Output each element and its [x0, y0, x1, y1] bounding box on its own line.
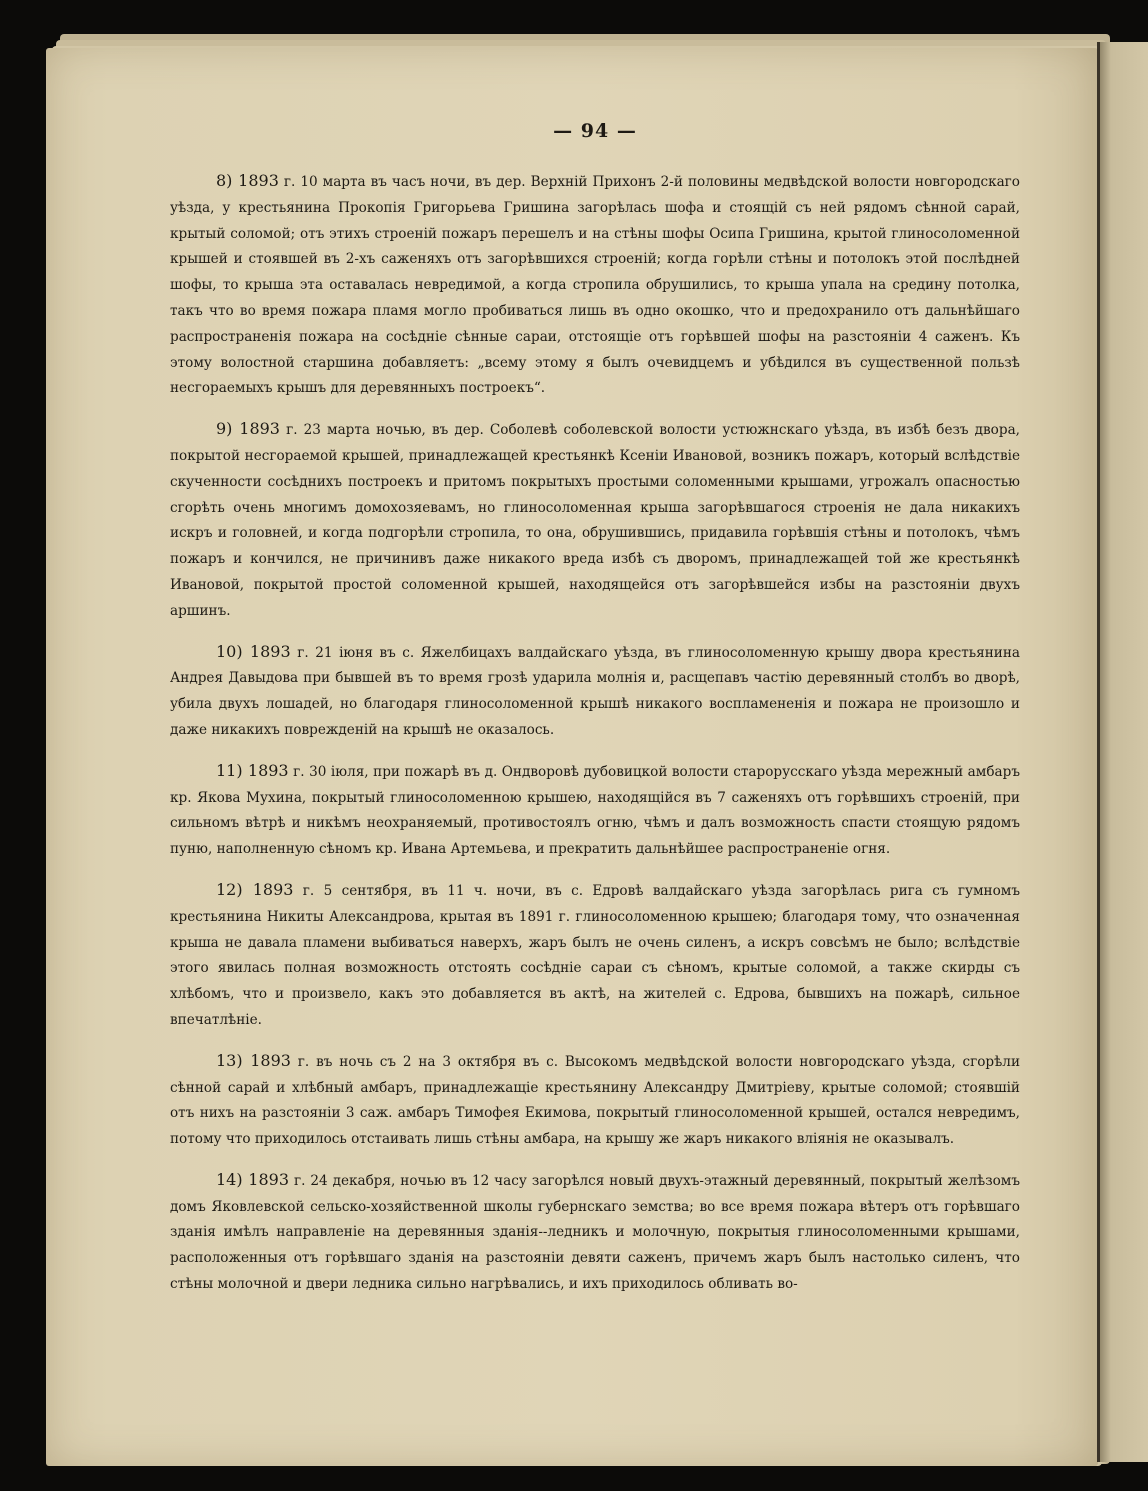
adjacent-page	[1099, 42, 1148, 1462]
paragraph-text: г. въ ночь съ 2 на 3 октября въ с. Высокомъ медвѣдской волости новгородскаго уѣзда, сгорѣли сѣнной сарай и хлѣбный амбаръ, принадлежащіе крестьянину Александру Дмитріеву, крытые соломой; стоявшій отъ нихъ на разстояніи 3 саж. амбаръ Тимофея Екимова, покрытый глиносоломенной крышей, остался невредимъ, потому что приходилось отстаивать лишь стѣны амбара, на крышу же жаръ никакого вліянія не оказывалъ.	[170, 1053, 1021, 1148]
paragraph-number: 8) 1893	[216, 171, 279, 190]
paragraph-number: 12) 1893	[216, 879, 294, 899]
paragraph-9	[170, 416, 1020, 624]
page-gutter	[1097, 42, 1100, 1462]
paragraph-12	[170, 877, 1020, 1034]
paragraph-text: г. 21 іюня въ с. Яжелбицахъ валдайскаго уѣзда, въ глиносоломенную крышу двора крестьянина Андрея Давыдова при бывшей въ то время грозѣ ударила молнія и, расщепавъ частію деревянный столбъ во дворѣ, убила двухъ лошадей, но благодаря глиносоломенной крышѣ никакого воспламененія и пожара не произошло и даже никакихъ поврежденій на крышѣ не оказалось.	[170, 644, 1020, 738]
paragraph-text: г. 24 декабря, ночью въ 12 часу загорѣлся новый двухъ-этажный деревянный, покрытый желѣзомъ домъ Яковлевской сельско-хозяйственной школы губернскаго земства; во все время пожара вѣтеръ отъ горѣвшаго зданія имѣлъ направленіе на деревянныя зданія--ледникъ и молочную, покрытыя глиносоломенными крышами, расположенныя отъ горѣвшаго зданія на разстояніи девяти саженъ, причемъ жаръ былъ настолько силенъ, что стѣны молочной и двери ледника сильно нагрѣвались, и ихъ приходилось обливать во-	[170, 1172, 1021, 1293]
paragraph-text: г. 5 сентября, въ 11 ч. ночи, въ с. Едровѣ валдайскаго уѣзда загорѣлась рига съ гумномъ крестьянина Никиты Александрова, крытая въ 1891 г. глиносоломенною крышею; благодаря тому, что означенная крыша не давала пламени выбиваться наверхъ, жаръ былъ не очень силенъ, а искръ совсѣмъ не было; вслѣдствіе этого явилась полная возможность отстоять сосѣдніе сараи съ сѣномъ, крытые соломой, а также скирды съ хлѣбомъ, что и произвело, какъ это добавляется въ актѣ, на жителей с. Едрова, бывшихъ на пожарѣ, сильное впечатлѣніе.	[170, 882, 1021, 1028]
paragraph-13	[170, 1048, 1020, 1153]
paragraph-number: 13) 1893	[216, 1050, 291, 1070]
paragraph-number: 11) 1893	[216, 760, 289, 780]
paragraph-text: г. 23 марта ночью, въ дер. Соболевѣ соболевской волости устюжнскаго уѣзда, въ избѣ безъ двора, покрытой несгораемой крышей, принадлежащей крестьянкѣ Ксеніи Ивановой, возникъ пожаръ, который вслѣдствіе скученности сосѣднихъ построекъ и притомъ покрытыхъ простыми соломенными крышами, угрожалъ опасностью сгорѣть очень многимъ домохозяевамъ, но глиносоломенная крыша загорѣвшагося строенія не дала никакихъ искръ и головней, и когда подгорѣли стропила, то она, обрушившись, придавила горѣвшія стѣны и потолокъ, чѣмъ пожаръ и кончился, не причинивъ даже никакого вреда избѣ съ дворомъ, принадлежащей той же крестьянкѣ Ивановой, покрытой простой соломенной крышей, находящейся отъ загорѣвшейся избы на разстояніи двухъ аршинъ.	[170, 422, 1020, 619]
page-number: — 94 —	[553, 120, 637, 142]
paragraph-8	[170, 168, 1020, 402]
paragraph-number: 10) 1893	[216, 641, 291, 661]
paragraph-14	[170, 1167, 1020, 1298]
paragraph-text: г. 30 іюля, при пожарѣ въ д. Ондворовѣ дубовицкой волости старорусскаго уѣзда мережный амбаръ кр. Якова Мухина, покрытый глиносоломенною крышею, находящійся въ 7 саженяхъ отъ горѣвшихъ строеній, при сильномъ вѣтрѣ и никѣмъ неохраняемый, противостоялъ огню, чѣмъ и далъ возможность спасти стоящую рядомъ пуню, наполненную сѣномъ кр. Ивана Артемьева, и прекратить дальнѣйшее распространеніе огня.	[170, 763, 1020, 858]
paragraph-text: г. 10 марта въ часъ ночи, въ дер. Верхній Прихонъ 2-й половины медвѣдской волости новгородскаго уѣзда, у крестьянина Прокопія Григорьева Гришина загорѣлась шофа и стоящій съ ней рядомъ сѣнной сарай, крытый соломой; отъ этихъ строеній пожаръ перешелъ и на стѣны шофы Осипа Гришина, крытой глиносоломенной крышей и стоявшей въ 2-хъ саженяхъ отъ загорѣвшихся строеній; когда горѣли стѣны и потолокъ этой послѣдней шофы, то крыша эта оставалась невредимой, а когда стропила обрушились, то крыша упала на средину потолка, такъ что во время пожара пламя могло пробиваться лишь въ одно окошко, что и предохранило отъ дальнѣйшаго распространенія пожара на сосѣдніе сѣнные сараи, отстоящіе отъ горѣвшей шофы на разстояніи 4 саженъ. Къ этому волостной старшина добавляетъ: „всему этому я былъ очевидцемъ и убѣдился въ существенной пользѣ несгораемыхъ крышъ для деревянныхъ построекъ“.	[170, 174, 1020, 397]
paragraph-number: 9) 1893	[216, 419, 280, 439]
paragraph-10	[170, 639, 1020, 744]
paragraph-number: 14) 1893	[216, 1169, 290, 1189]
page-content	[170, 118, 1020, 1312]
paragraph-11	[170, 758, 1020, 863]
